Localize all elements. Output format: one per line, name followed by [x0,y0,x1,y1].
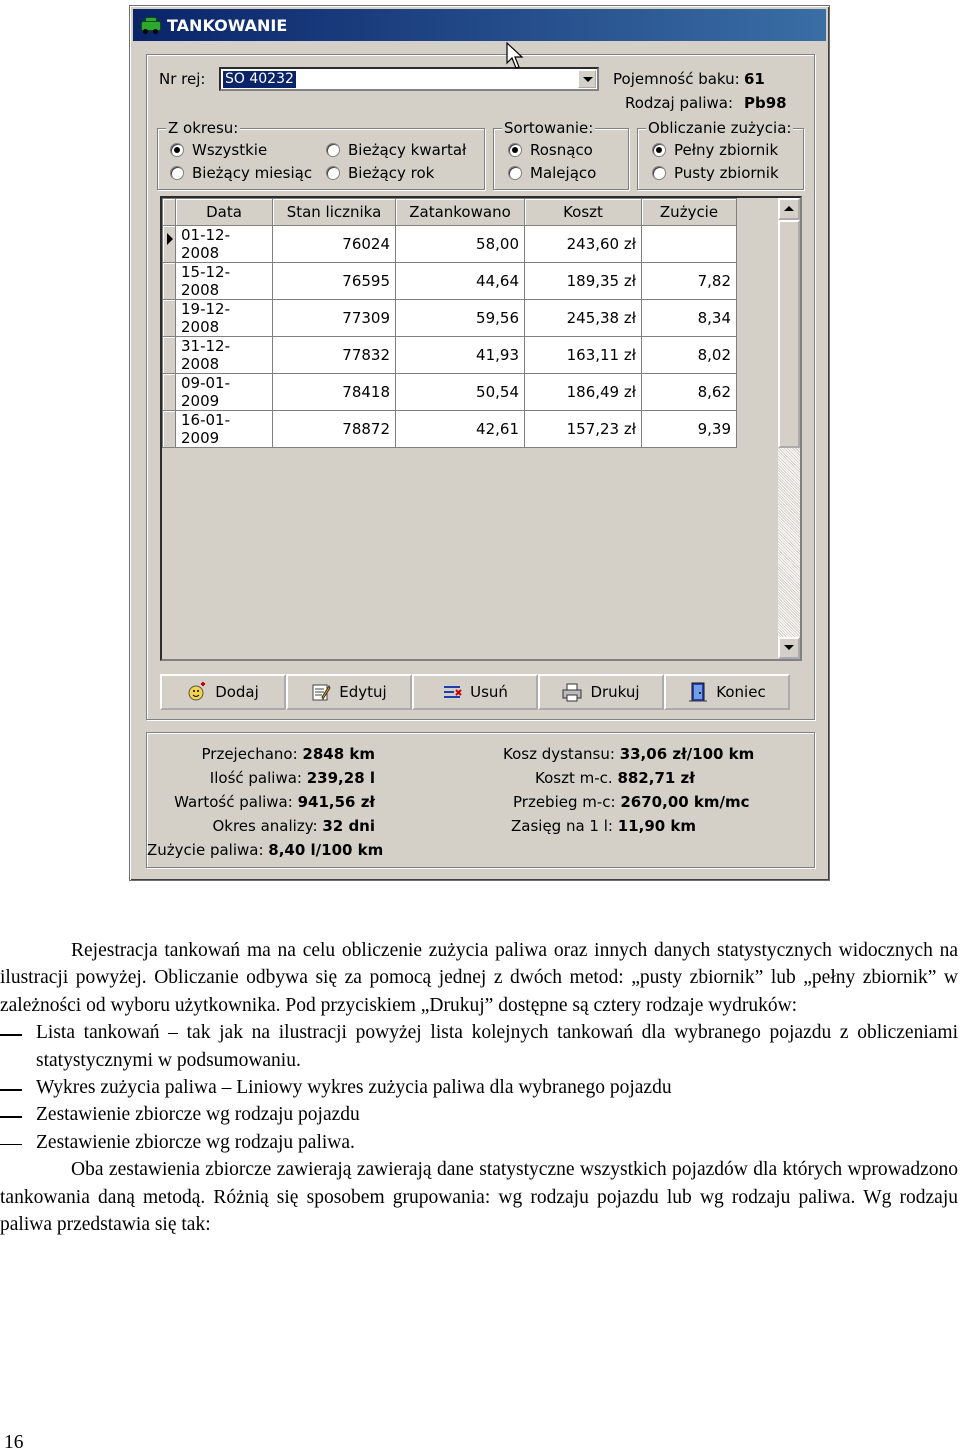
calc-full-radio[interactable] [652,141,778,159]
summary-value: 941,56 zł [297,793,375,811]
summary-monthly-cost [535,769,695,787]
list-item: Zestawienie zbiorcze wg rodzaju pojazdu [0,1101,958,1128]
cell-odometer[interactable]: 77309 [273,300,396,337]
list-item: Lista tankowań – tak jak na ilustracji powyżej lista kolejnych tankowań dla wybranego pojazdu z obliczeniami statystycznymi w podsumowaniu. [0,1019,958,1074]
summary-label: Zużycie paliwa: [147,841,264,859]
calc-method-group [637,119,804,190]
radio-dot [652,143,666,157]
fuel-type-value: Pb98 [744,94,787,112]
summary-label: Kosz dystansu: [503,745,615,763]
summary-value: 2848 km [302,745,375,763]
current-row-arrow-icon[interactable] [163,226,176,263]
summary-value: 2670,00 km/mc [620,793,750,811]
radio-label: Rosnąco [530,141,593,159]
table-row[interactable] [163,411,737,448]
radio-dot [326,166,340,180]
period-all-radio[interactable] [170,141,267,159]
summary-distance-cost [503,745,754,763]
cell-date[interactable]: 09-01-2009 [176,374,273,411]
period-month-radio[interactable] [170,164,312,182]
tankowanie-window [129,5,830,881]
print-button[interactable] [538,674,664,710]
period-quarter-radio[interactable] [326,141,466,159]
print-types-list [0,1019,958,1156]
period-group-title: Z okresu: [168,119,239,137]
add-icon [187,682,207,702]
radio-dot [508,143,522,157]
cell-odometer[interactable]: 78418 [273,374,396,411]
calc-empty-radio[interactable] [652,164,779,182]
exit-door-icon [688,682,708,702]
summary-label: Koszt m-c. [535,769,613,787]
column-header-fueled[interactable]: Zatankowano [396,199,525,226]
paragraph-intro: Rejestracja tankowań ma na celu obliczenie zużycia paliwa oraz innych danych statystycznych widocznych na ilustracji powyżej. Obliczanie odbywa się za pomocą jednej z dwóch metod: „pusty zbiornik” lub „pełny zbiornik” w zależności od wyboru użytkownika. Pod przyciskiem „Drukuj” dostępne są cztery rodzaje wydruków: [0,940,958,1016]
nr-rej-label: Nr rej: [159,70,206,88]
row-indicator-header [163,199,176,226]
cell-odometer[interactable]: 76024 [273,226,396,263]
calc-group-title: Obliczanie zużycia: [648,119,792,137]
capacity-label: Pojemność baku: [613,70,740,88]
row-indicator[interactable] [163,337,176,374]
cell-consumption[interactable]: 8,02 [642,337,737,374]
printer-icon [562,682,582,702]
cell-cost[interactable]: 245,38 zł [525,300,642,337]
add-button-label: Dodaj [215,683,259,701]
radio-label: Malejąco [530,164,597,182]
cell-fueled[interactable]: 58,00 [396,226,525,263]
radio-dot [170,166,184,180]
summary-range-per-liter [511,817,696,835]
period-group [157,119,485,190]
table-row[interactable] [163,300,737,337]
list-item: Wykres zużycia paliwa – Liniowy wykres zużycia paliwa dla wybranego pojazdu [0,1074,958,1101]
edit-button-label: Edytuj [339,683,387,701]
column-header-consumption[interactable]: Zużycie [642,199,737,226]
exit-button-label: Koniec [716,683,766,701]
summary-value: 32 dni [322,817,375,835]
sort-group-title: Sortowanie: [504,119,594,137]
summary-value: 882,71 zł [617,769,695,787]
summary-distance [147,745,375,763]
cell-fueled[interactable]: 50,54 [396,374,525,411]
summary-label: Przebieg m-c: [513,793,616,811]
cell-date[interactable]: 19-12-2008 [176,300,273,337]
print-button-label: Drukuj [590,683,640,701]
radio-label: Wszystkie [192,141,268,159]
summary-label: Zasięg na 1 l: [511,817,613,835]
table-row[interactable] [163,337,737,374]
summary-monthly-mileage [513,793,750,811]
table-row[interactable] [163,226,737,263]
page-number: 16 [4,1432,24,1453]
radio-label: Pełny zbiornik [674,141,779,159]
cell-odometer[interactable]: 77832 [273,337,396,374]
cell-consumption[interactable] [642,226,737,263]
sort-group [493,119,629,190]
edit-icon [311,682,331,702]
document-body [0,937,958,1238]
summary-label: Okres analizy: [212,817,318,835]
cell-odometer[interactable]: 78872 [273,411,396,448]
summary-label: Wartość paliwa: [174,793,293,811]
cell-cost[interactable]: 189,35 zł [525,263,642,300]
refuel-table-body [162,198,737,448]
column-header-date[interactable]: Data [176,199,273,226]
scroll-up-icon[interactable] [778,198,800,220]
cell-date[interactable]: 15-12-2008 [176,263,273,300]
delete-icon [442,682,462,702]
edit-button[interactable] [286,674,412,710]
summary-value: 33,06 zł/100 km [619,745,755,763]
cell-fueled[interactable]: 42,61 [396,411,525,448]
cell-date[interactable]: 16-01-2009 [176,411,273,448]
summary-label: Ilość paliwa: [209,769,302,787]
row-indicator[interactable] [163,411,176,448]
list-item: Zestawienie zbiorcze wg rodzaju paliwa. [0,1129,958,1156]
car-icon [139,17,161,33]
refuel-table[interactable] [160,196,802,661]
row-indicator[interactable] [163,263,176,300]
cell-fueled[interactable]: 59,56 [396,300,525,337]
summary-consumption [147,841,384,859]
summary-panel [146,732,815,868]
title-bar[interactable] [133,9,826,41]
table-header-row [163,199,737,226]
column-header-odometer[interactable]: Stan licznika [273,199,396,226]
cell-date[interactable]: 01-12-2008 [176,226,273,263]
table-row[interactable] [163,374,737,411]
scroll-thumb[interactable] [778,220,800,448]
delete-button[interactable] [412,674,538,710]
chevron-down-icon[interactable] [578,70,596,88]
column-header-cost[interactable]: Koszt [525,199,642,226]
summary-period [147,817,375,835]
sort-asc-radio[interactable] [508,141,593,159]
radio-dot [170,143,184,157]
sort-desc-radio[interactable] [508,164,596,182]
nr-rej-combobox[interactable] [219,67,599,91]
radio-label: Bieżący kwartał [348,141,467,159]
summary-value: 8,40 l/100 km [268,841,384,859]
radio-label: Bieżący miesiąc [192,164,313,182]
nr-rej-value: SO 40232 [225,71,294,87]
cell-consumption[interactable]: 9,39 [642,411,737,448]
summary-label: Przejechano: [201,745,298,763]
action-toolbar [160,674,790,710]
delete-button-label: Usuń [470,683,508,701]
radio-label: Pusty zbiornik [674,164,779,182]
radio-dot [652,166,666,180]
cell-consumption[interactable]: 7,82 [642,263,737,300]
cell-cost[interactable]: 186,49 zł [525,374,642,411]
summary-fuel-amount [147,769,375,787]
window-title: TANKOWANIE [167,15,288,35]
cell-fueled[interactable]: 41,93 [396,337,525,374]
row-indicator[interactable] [163,300,176,337]
cell-cost[interactable]: 163,11 zł [525,337,642,374]
cell-fueled[interactable]: 44,64 [396,263,525,300]
add-button[interactable] [160,674,286,710]
radio-dot [508,166,522,180]
vertical-scrollbar[interactable] [778,198,800,659]
cell-consumption[interactable]: 8,34 [642,300,737,337]
mouse-cursor-icon [506,42,526,70]
cell-date[interactable]: 31-12-2008 [176,337,273,374]
paragraph-summary: Oba zestawienia zbiorcze zawierają zawierają dane statystyczne wszystkich pojazdów dla których wprowadzono tankowania daną metodą. Różnią się sposobem grupowania: wg rodzaju pojazdu lub wg rodzaju paliwa. Wg rodzaju paliwa przedstawia się tak: [0,1159,958,1236]
radio-label: Bieżący rok [348,164,435,182]
cell-odometer[interactable]: 76595 [273,263,396,300]
radio-dot [326,143,340,157]
fuel-type-label: Rodzaj paliwa: [625,94,734,112]
cell-cost[interactable]: 243,60 zł [525,226,642,263]
row-indicator[interactable] [163,374,176,411]
cell-cost[interactable]: 157,23 zł [525,411,642,448]
summary-value: 11,90 km [617,817,697,835]
summary-fuel-value [147,793,375,811]
cell-consumption[interactable]: 8,62 [642,374,737,411]
table-row[interactable] [163,263,737,300]
summary-value: 239,28 l [306,769,375,787]
period-year-radio[interactable] [326,164,434,182]
scroll-down-icon[interactable] [778,637,800,659]
exit-button[interactable] [664,674,790,710]
capacity-value: 61 [744,70,765,88]
